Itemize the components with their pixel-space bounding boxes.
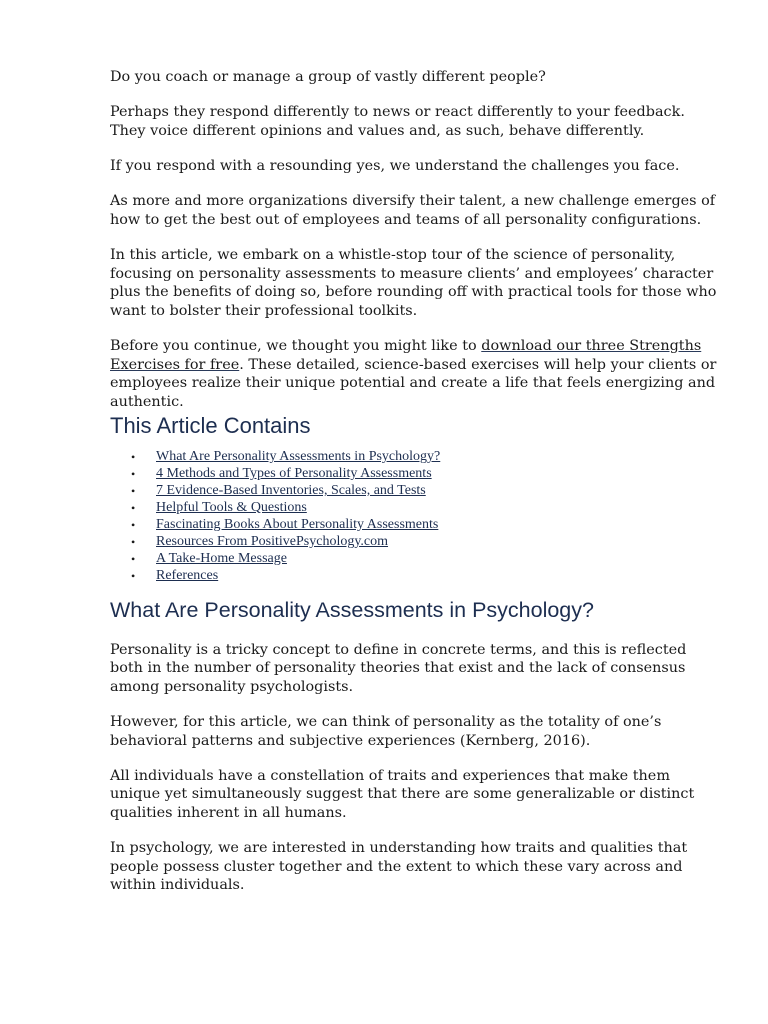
intro-paragraph-3: If you respond with a resounding yes, we understand the challenges you face. bbox=[110, 157, 680, 174]
intro-paragraph-6-end: . These detailed, science-based exercises will help your clients or employees realize their unique potential and create a life that feels energizing and authentic. bbox=[110, 356, 717, 410]
bullet: • bbox=[131, 484, 136, 499]
section-paragraph-2: However, for this article, we can think of personality as the totality of one’s behavioral patterns and subjective experiences (Kernberg, 2016). bbox=[110, 713, 662, 749]
toc-item bbox=[110, 551, 720, 568]
toc-link-personality-assessments[interactable]: What Are Personality Assessments in Psychology? bbox=[156, 449, 441, 465]
toc-link-methods-types[interactable]: 4 Methods and Types of Personality Assessments bbox=[156, 466, 432, 482]
bullet: • bbox=[131, 534, 136, 549]
section-paragraph-4: In psychology, we are interested in understanding how traits and qualities that people possess cluster together and the extent to which these vary across and within individuals. bbox=[110, 840, 688, 894]
intro-paragraph-1: Do you coach or manage a group of vastly different people? bbox=[110, 69, 546, 85]
bullet: • bbox=[131, 517, 136, 532]
article-body bbox=[110, 68, 720, 911]
toc-item bbox=[110, 483, 720, 500]
bullet: • bbox=[131, 467, 136, 482]
table-of-contents bbox=[110, 449, 720, 584]
toc-item bbox=[110, 500, 720, 517]
toc-link-inventories-scales-tests[interactable]: 7 Evidence-Based Inventories, Scales, and Tests bbox=[156, 483, 426, 499]
toc-link-references[interactable]: References bbox=[156, 567, 219, 583]
toc-link-helpful-tools[interactable]: Helpful Tools & Questions bbox=[156, 500, 307, 515]
toc-item bbox=[110, 517, 720, 534]
section-paragraph-1: Personality is a tricky concept to define in concrete terms, and this is reflected both in the number of personality theories that exist and the lack of consensus among personality psychologists. bbox=[110, 641, 687, 695]
bullet: • bbox=[131, 568, 136, 583]
section-heading: What Are Personality Assessments in Psychology? bbox=[110, 597, 594, 622]
bullet: • bbox=[131, 450, 136, 465]
toc-link-take-home-message[interactable]: A Take-Home Message bbox=[156, 550, 287, 566]
intro-paragraph-5: In this article, we embark on a whistle-stop tour of the science of personality, focusing on personality assessments to measure clients’ and employees’ character plus the benefits of doing so, before rounding off with practical tools for those who want to bolster their professional toolkits. bbox=[110, 246, 717, 319]
toc-link-fascinating-books[interactable]: Fascinating Books About Personality Assessments bbox=[156, 516, 439, 532]
toc-link-resources[interactable]: Resources From PositivePsychology.com bbox=[156, 533, 389, 549]
intro-paragraph-2: Perhaps they respond differently to news or react differently to your feedback. They voice different opinions and values and, as such, behave differently. bbox=[110, 104, 685, 139]
toc-item bbox=[110, 534, 720, 551]
intro-paragraph-6 bbox=[110, 337, 720, 411]
contents-heading: This Article Contains bbox=[110, 413, 311, 439]
intro-paragraph-6-start: Before you continue, we thought you might like to bbox=[110, 337, 482, 354]
bullet: • bbox=[131, 551, 136, 566]
download-strengths-exercises-link[interactable]: download our three Strengths Exercises for free bbox=[110, 337, 702, 373]
toc-item bbox=[110, 466, 720, 483]
bullet: • bbox=[131, 501, 136, 515]
intro-paragraph-4: As more and more organizations diversify their talent, a new challenge emerges of how to get the best out of employees and teams of all personality configurations. bbox=[110, 193, 716, 228]
toc-item bbox=[110, 449, 720, 466]
toc-item bbox=[110, 568, 720, 585]
section-paragraph-3: All individuals have a constellation of traits and experiences that make them unique yet simultaneously suggest that there are some generalizable or distinct qualities inherent in all humans. bbox=[110, 767, 695, 821]
